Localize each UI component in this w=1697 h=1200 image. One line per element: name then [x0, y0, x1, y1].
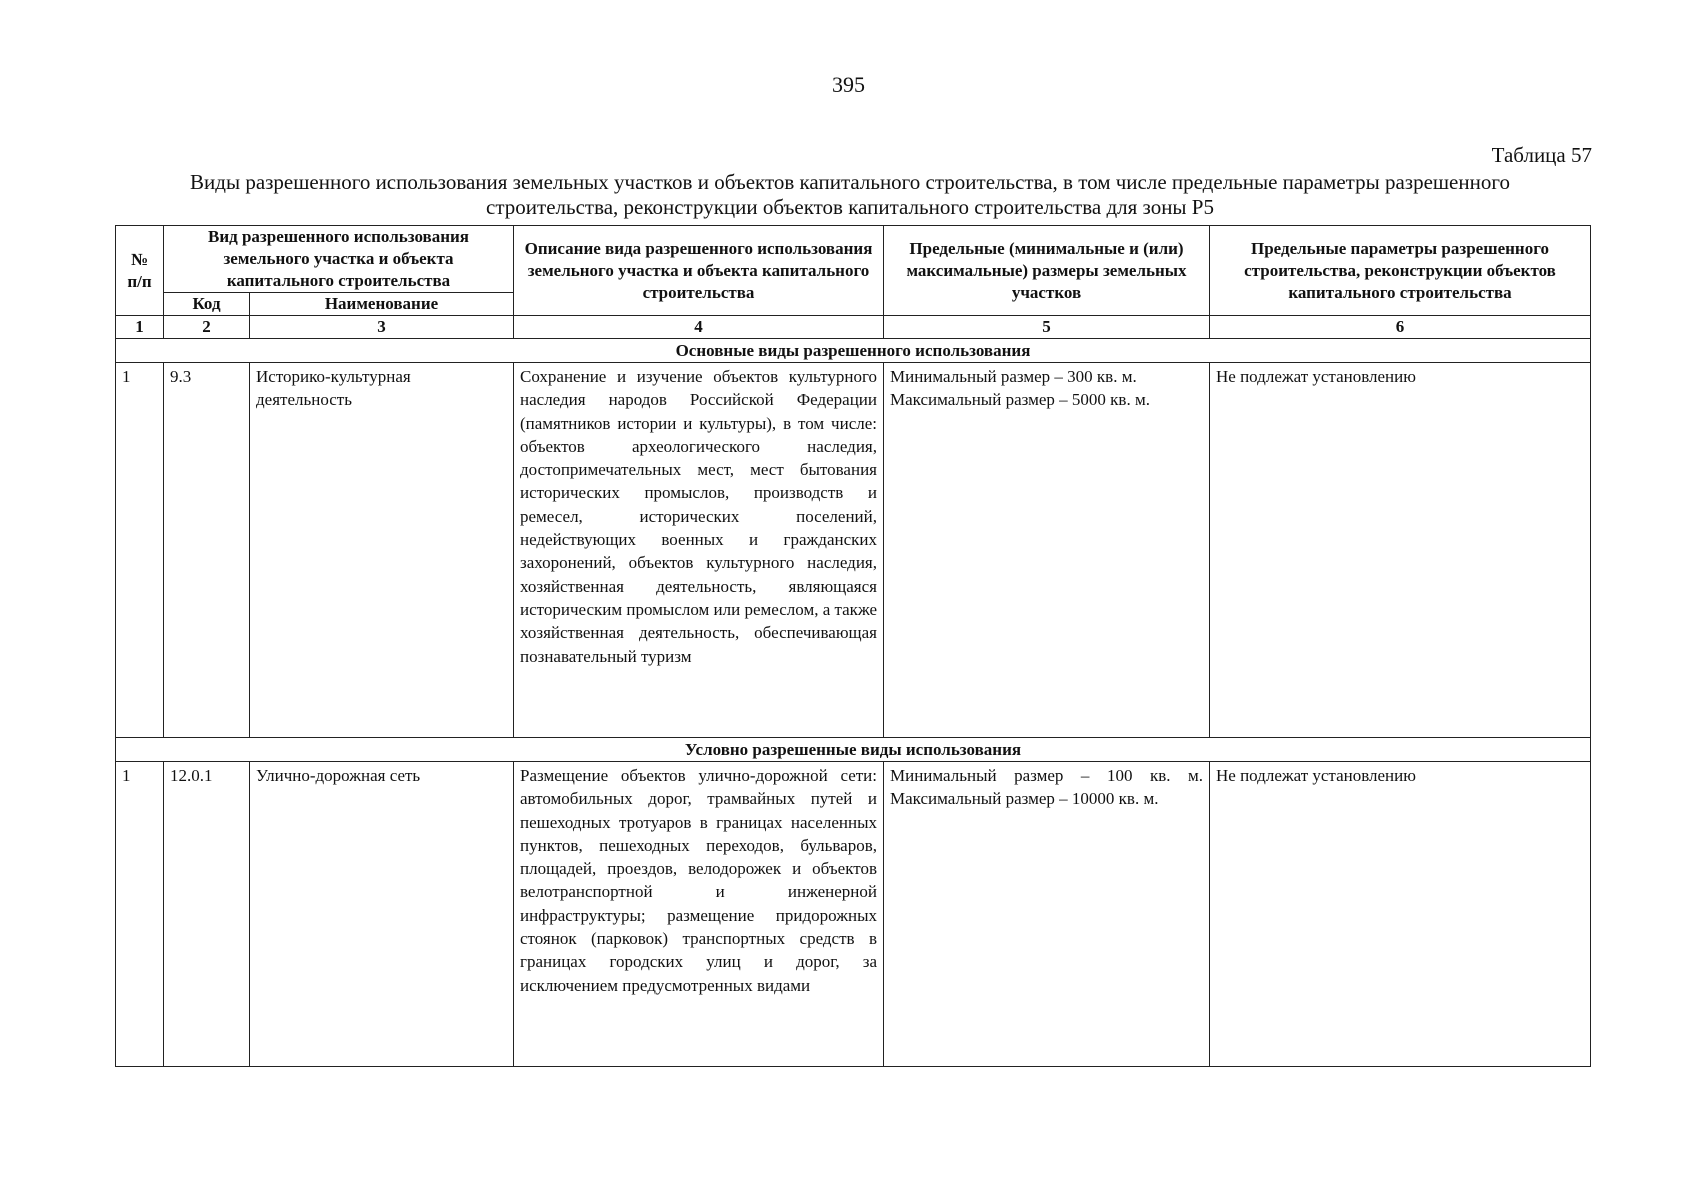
- section-title: Основные виды разрешенного использования: [116, 339, 1591, 363]
- header-num: № п/п: [116, 226, 164, 316]
- row-name: Историко-культурная деятельность: [250, 363, 514, 738]
- row-num: 1: [116, 363, 164, 738]
- column-number: 4: [514, 316, 884, 339]
- section-row-conditional: [116, 738, 1591, 762]
- header-kind-group: Вид разрешенного использования земельного участка и объекта капитального строительства: [164, 226, 514, 293]
- header-description: Описание вида разрешенного использования земельного участка и объекта капитального строительства: [514, 226, 884, 316]
- row-code: 12.0.1: [164, 762, 250, 1067]
- page-number: 395: [832, 72, 865, 97]
- permitted-use-table: [115, 225, 1591, 1067]
- column-number: 1: [116, 316, 164, 339]
- row-sizes: Минимальный размер – 300 кв. м. Максимальный размер – 5000 кв. м.: [884, 363, 1210, 738]
- header-code: Код: [164, 293, 250, 316]
- table-label: Таблица 57: [1491, 143, 1592, 167]
- table-row: [116, 363, 1591, 738]
- row-params: Не подлежат установлению: [1210, 363, 1591, 738]
- row-sizes: Минимальный размер – 100 кв. м. Максимальный размер – 10000 кв. м.: [884, 762, 1210, 1067]
- row-params: Не подлежат установлению: [1210, 762, 1591, 1067]
- section-title: Условно разрешенные виды использования: [116, 738, 1591, 762]
- row-name: Улично-дорожная сеть: [250, 762, 514, 1067]
- row-code: 9.3: [164, 363, 250, 738]
- column-number-row: [116, 316, 1591, 339]
- row-description: Размещение объектов улично-дорожной сети: автомобильных дорог, трамвайных путей и пешеходных тротуаров в границах населенных пунктов, пешеходных переходов, бульваров, площадей, проездов, велодорожек и объектов велотранспортной и инженерной инфраструктуры; размещение придорожных стоянок (парковок) транспортных средств в границах городских улиц и дорог, за исключением предусмотренных видами: [514, 762, 884, 1067]
- document-title: Виды разрешенного использования земельных участков и объектов капитального строительства, в том числе предельные параметры разрешенного строительства, реконструкции объектов капитального строительства для зоны Р5: [190, 170, 1510, 219]
- row-description: Сохранение и изучение объектов культурного наследия народов Российской Федерации (памятников истории и культуры), в том числе: объектов археологического наследия, достопримечательных мест, мест бытования исторических промыслов, производств и ремесел, исторических поселений, недействующих военных и гражданских захоронений, объектов культурного наследия, хозяйственная деятельность, являющаяся историческим промыслом или ремеслом, а также хозяйственная деятельность, обеспечивающая познавательный туризм: [514, 363, 884, 738]
- section-row-main: [116, 339, 1591, 363]
- header-sizes: Предельные (минимальные и (или) максимальные) размеры земельных участков: [884, 226, 1210, 316]
- column-number: 6: [1210, 316, 1591, 339]
- header-row: [116, 226, 1591, 293]
- header-params: Предельные параметры разрешенного строительства, реконструкции объектов капитального строительства: [1210, 226, 1591, 316]
- column-number: 3: [250, 316, 514, 339]
- column-number: 5: [884, 316, 1210, 339]
- column-number: 2: [164, 316, 250, 339]
- row-num: 1: [116, 762, 164, 1067]
- header-name: Наименование: [250, 293, 514, 316]
- table-row: [116, 762, 1591, 1067]
